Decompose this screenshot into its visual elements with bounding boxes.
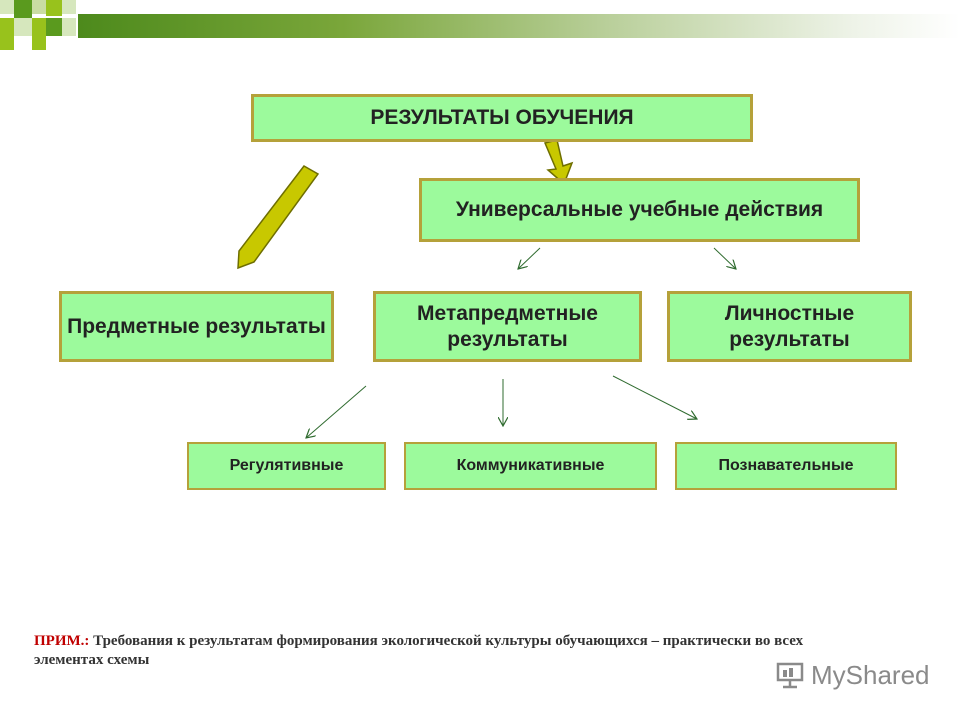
arrow-meta-to-cognitive bbox=[613, 376, 697, 419]
regulatory-box bbox=[187, 442, 386, 490]
arrow-uud-to-meta bbox=[518, 248, 540, 269]
learning-results-box bbox=[251, 94, 753, 142]
footnote-prefix: ПРИМ.: bbox=[34, 633, 90, 649]
communicative-box bbox=[404, 442, 657, 490]
presentation-icon bbox=[775, 661, 805, 689]
cognitive-box bbox=[675, 442, 897, 490]
watermark-logo bbox=[775, 660, 930, 690]
arrow-uud-to-personal bbox=[714, 248, 736, 269]
personal-results-label: Личностные результаты bbox=[724, 301, 855, 351]
personal-results-box bbox=[667, 291, 912, 362]
metasubject-results-label: Метапредметные результаты bbox=[417, 301, 598, 351]
big-arrow-to-subject bbox=[238, 166, 318, 268]
subject-results-label: Предметные результаты bbox=[67, 314, 326, 338]
learning-results-label: РЕЗУЛЬТАТЫ ОБУЧЕНИЯ bbox=[370, 106, 634, 130]
watermark-text: MyShared bbox=[811, 659, 930, 690]
universal-actions-label: Универсальные учебные действия bbox=[455, 198, 824, 222]
footnote bbox=[34, 632, 834, 670]
subject-results-box bbox=[59, 291, 334, 362]
universal-actions-box bbox=[419, 178, 860, 242]
regulatory-label: Регулятивные bbox=[229, 457, 344, 475]
arrow-meta-to-regulatory bbox=[306, 386, 366, 438]
footnote-text: Требования к результатам формирования экологической культуры обучающихся – практически во всех элементах схемы bbox=[34, 633, 804, 668]
communicative-label: Коммуникативные bbox=[456, 457, 605, 475]
cognitive-label: Познавательные bbox=[718, 457, 854, 475]
metasubject-results-box bbox=[373, 291, 642, 362]
